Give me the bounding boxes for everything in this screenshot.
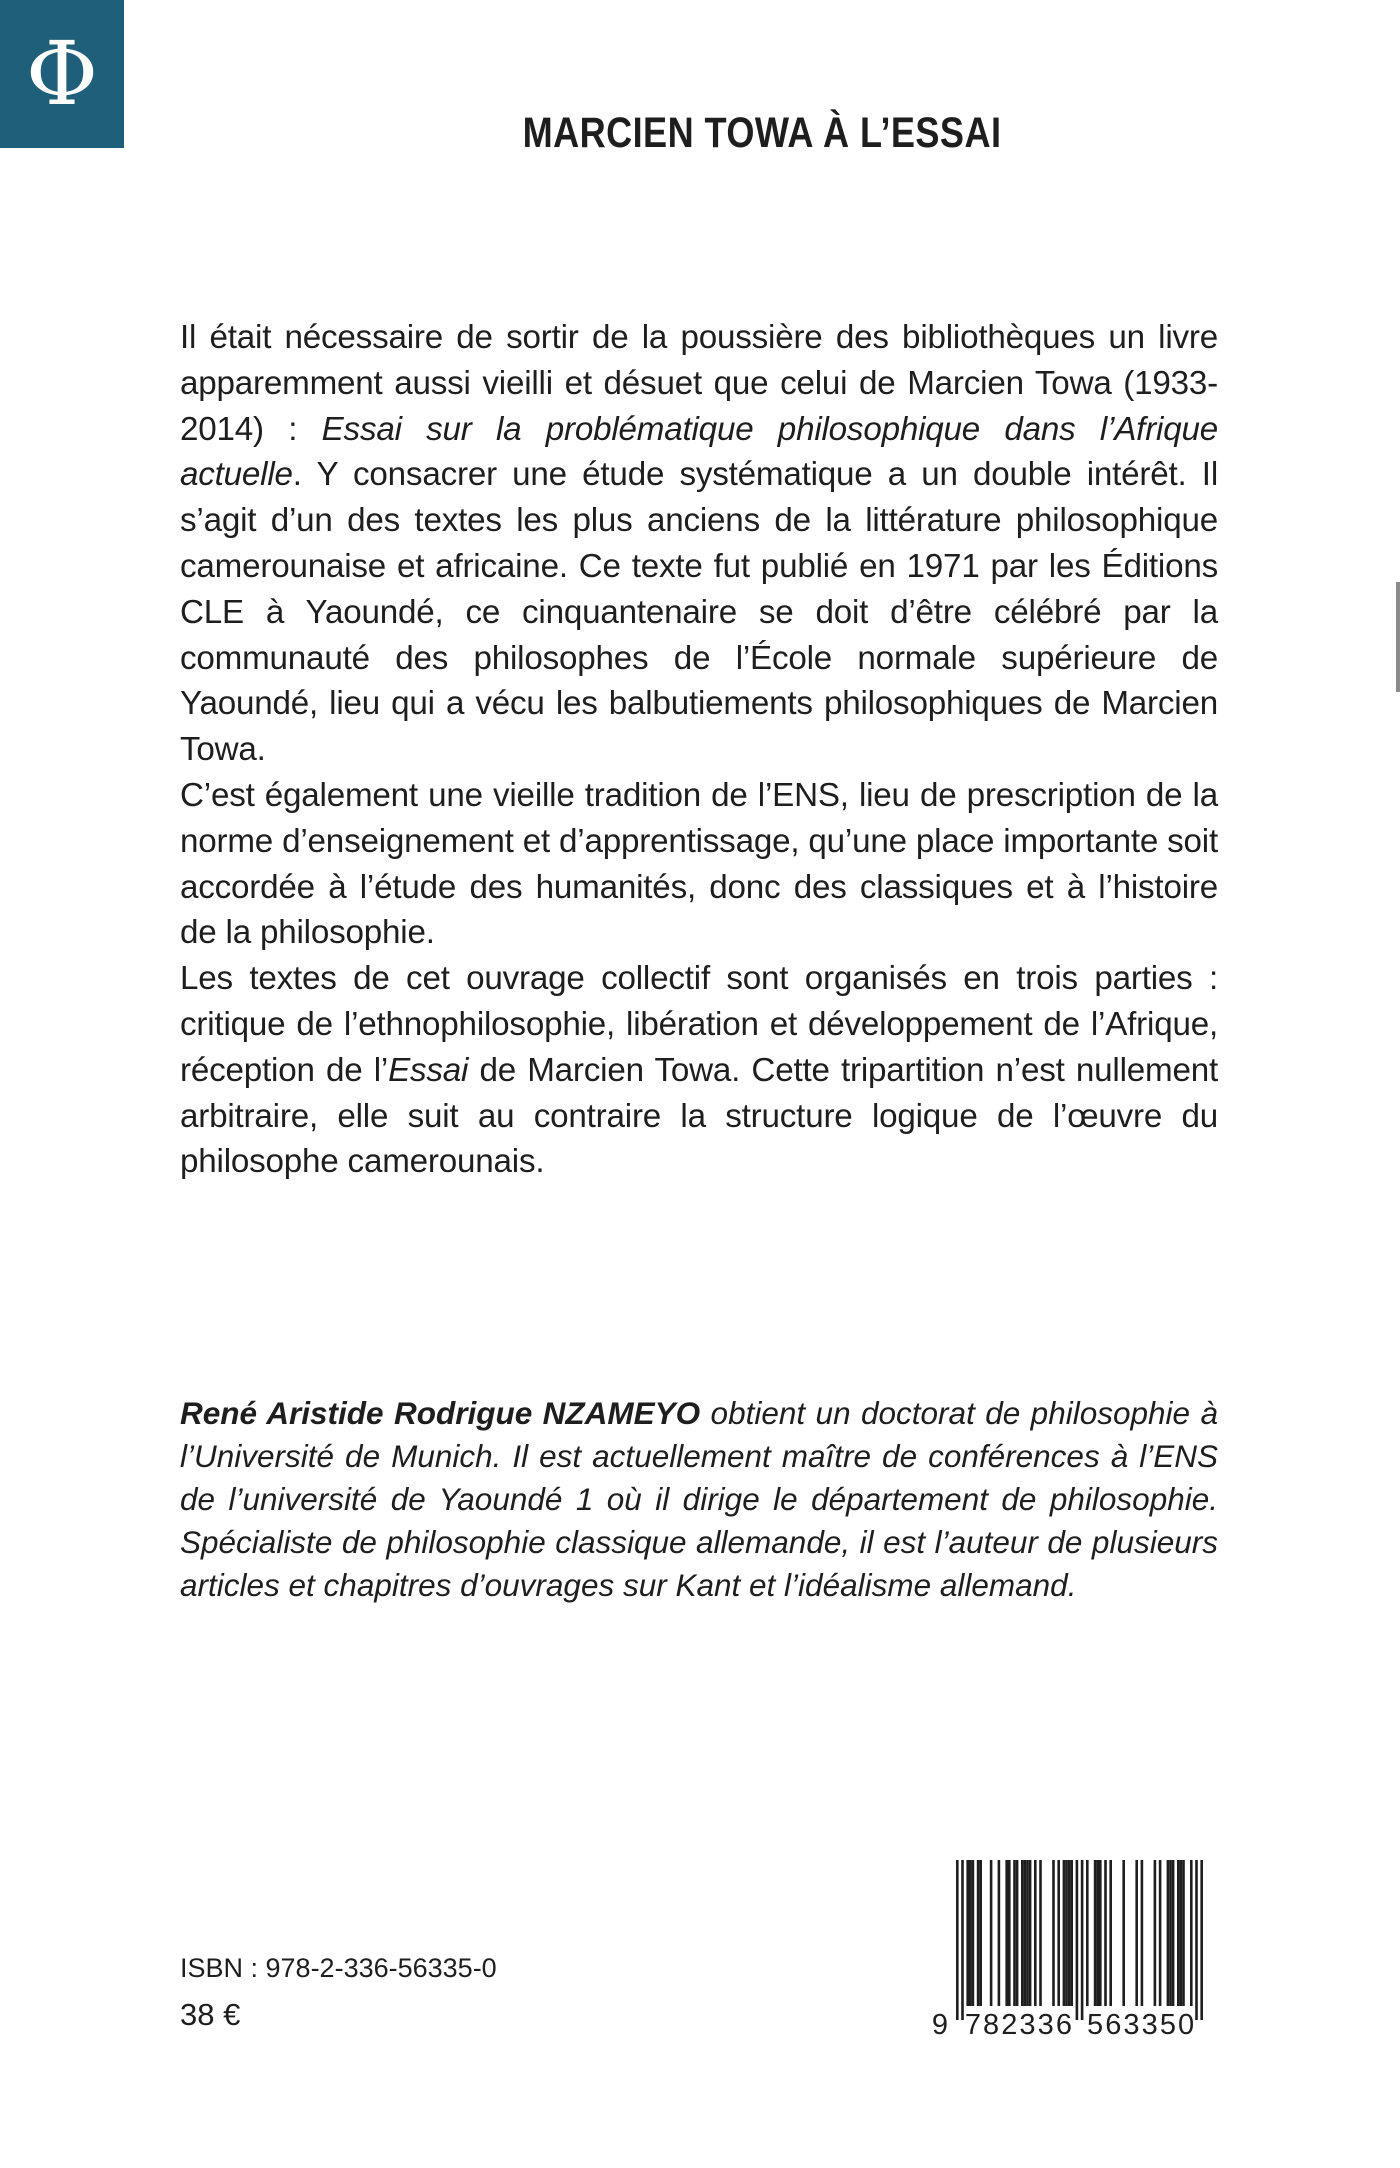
publisher-logo	[0, 0, 124, 148]
barcode-bar	[1172, 1860, 1175, 2006]
price-label: 38 €	[180, 1997, 241, 2032]
barcode-bar	[1096, 1860, 1099, 2006]
barcode-bar	[1076, 1860, 1079, 2020]
barcode-bar	[972, 1860, 975, 2006]
barcode-bar	[1068, 1860, 1071, 2006]
barcode-bar	[1034, 1860, 1037, 2006]
barcode-digit: 6	[1105, 2009, 1122, 2038]
barcode-bar	[1200, 1860, 1203, 2020]
barcode-bar	[1190, 1860, 1193, 2006]
author-bio	[180, 1392, 1218, 1607]
description-paragraph-3	[180, 956, 1218, 1185]
barcode-bar	[979, 1860, 982, 2006]
barcode-bar	[1016, 1860, 1019, 2006]
description-text-segment: Les textes de cet ouvrage collectif sont organisés en trois parties : critique de l’ethnophilosophie, libération et développement de l’Afrique, réception de l’	[180, 960, 1218, 1089]
barcode-bar	[1070, 1860, 1073, 2006]
barcode-digit: 3	[1141, 2009, 1158, 2038]
author-bio-text: obtient un doctorat de philosophie à l’Université de Munich. Il est actuellement maître de conférences à l’ENS de l’université de Yaoundé 1 où il dirige le département de philosophie. Spécialiste de philosophie classique allemande, il est l’auteur de plusieurs articles et chapitres d’ouvrages sur Kant et l’idéalisme allemand.	[180, 1395, 1218, 1603]
barcode-bar	[1154, 1860, 1157, 2006]
barcode-bar	[1099, 1860, 1102, 2006]
barcode-bar	[1141, 1860, 1144, 2006]
barcode-bar	[1177, 1860, 1180, 2006]
description-paragraph-2: C’est également une vieille tradition de l’ENS, lieu de prescription de la norme d’enseignement et d’apprentissage, qu’une place importante soit accordée à l’étude des humanités, donc des classiques et à l’histoire de la philosophie.	[180, 776, 1218, 952]
barcode-digit: 0	[1178, 2009, 1195, 2038]
barcode-digit: 3	[1037, 2009, 1054, 2038]
barcode-bar	[1159, 1860, 1162, 2006]
barcode-bar	[1021, 1860, 1024, 2006]
barcode-bar	[1169, 1860, 1172, 2006]
barcode-bar	[1029, 1860, 1032, 2006]
barcode-bars	[956, 1860, 1203, 2020]
barcode-bar	[1180, 1860, 1183, 2006]
barcode-bar	[1026, 1860, 1029, 2006]
barcode-bar	[1013, 1860, 1016, 2006]
barcode-bar	[961, 1860, 964, 2020]
barcode-bar	[956, 1860, 959, 2020]
isbn-label: ISBN : 978-2-336-56335-0	[180, 1953, 497, 1983]
author-name: René Aristide Rodrigue NZAMEYO	[180, 1395, 701, 1431]
book-reference-italic: Essai sur la problématique philosophique dans l’Afrique actuelle	[180, 410, 1218, 494]
barcode-bar	[1039, 1860, 1042, 2006]
barcode	[928, 1860, 1224, 2038]
barcode-bar	[1195, 1860, 1198, 2020]
book-description	[180, 315, 1218, 1185]
barcode-bar	[1008, 1860, 1011, 2006]
barcode-bar	[998, 1860, 1001, 2006]
barcode-digit: 9	[931, 2009, 949, 2038]
barcode-bar	[1167, 1860, 1170, 2006]
barcode-bar	[1081, 1860, 1084, 2020]
essai-italic: Essai	[388, 1051, 469, 1089]
barcode-bar	[1052, 1860, 1055, 2006]
barcode-digits	[932, 2009, 1194, 2038]
barcode-bar	[969, 1860, 972, 2006]
barcode-bar	[977, 1860, 980, 2006]
edge-mark	[1396, 582, 1400, 692]
barcode-digit: 5	[1159, 2009, 1176, 2038]
barcode-bar	[1005, 1860, 1008, 2006]
description-text-segment: Il était nécessaire de sortir de la poussière des bibliothèques un livre apparemment aussi vieilli et désuet que celui de Marcien Towa (1933-2014) :	[180, 319, 1218, 448]
phi-logo-icon: Φ	[25, 22, 99, 125]
description-paragraph-1	[180, 315, 1218, 773]
barcode-bar	[966, 1860, 969, 2006]
barcode-bar	[990, 1860, 993, 2006]
barcode-bar	[1109, 1860, 1112, 2006]
barcode-bar	[1104, 1860, 1107, 2006]
barcode-digit: 3	[1123, 2009, 1140, 2038]
barcode-bar	[1057, 1860, 1060, 2006]
book-title: MARCIEN TOWA À L’ESSAI	[522, 109, 1002, 157]
barcode-bar	[1182, 1860, 1185, 2006]
description-text-segment: de Marcien Towa. Cette tripartition n’est nullement arbitraire, elle suit au contraire la structure logique de l’œuvre du philosophe camerounais.	[180, 1051, 1218, 1181]
barcode-digit: 8	[983, 2009, 1000, 2038]
barcode-bar	[1024, 1860, 1027, 2006]
barcode-bar	[1086, 1860, 1089, 2006]
barcode-bar	[1065, 1860, 1068, 2006]
barcode-bar	[1135, 1860, 1138, 2006]
barcode-digit: 5	[1087, 2009, 1104, 2038]
barcode-digit: 7	[964, 2009, 981, 2038]
barcode-bar	[1094, 1860, 1097, 2006]
barcode-digit: 6	[1055, 2009, 1072, 2038]
barcode-bar	[1122, 1860, 1125, 2006]
barcode-digit: 2	[1001, 2009, 1018, 2038]
barcode-bar	[1063, 1860, 1066, 2006]
description-text-segment: . Y consacrer une étude systématique a un double intérêt. Il s’agit d’un des textes les plus anciens de la littérature philosophique camerounaise et africaine. Ce texte fut publié en 1971 par les Éditions CLE à Yaoundé, ce cinquantenaire se doit d’être célébré par la communauté des philosophes de l’École normale supérieure de Yaoundé, lieu qui a vécu les balbutiements philosophiques de Marcien Towa.	[180, 456, 1218, 769]
barcode-digit: 3	[1019, 2009, 1036, 2038]
